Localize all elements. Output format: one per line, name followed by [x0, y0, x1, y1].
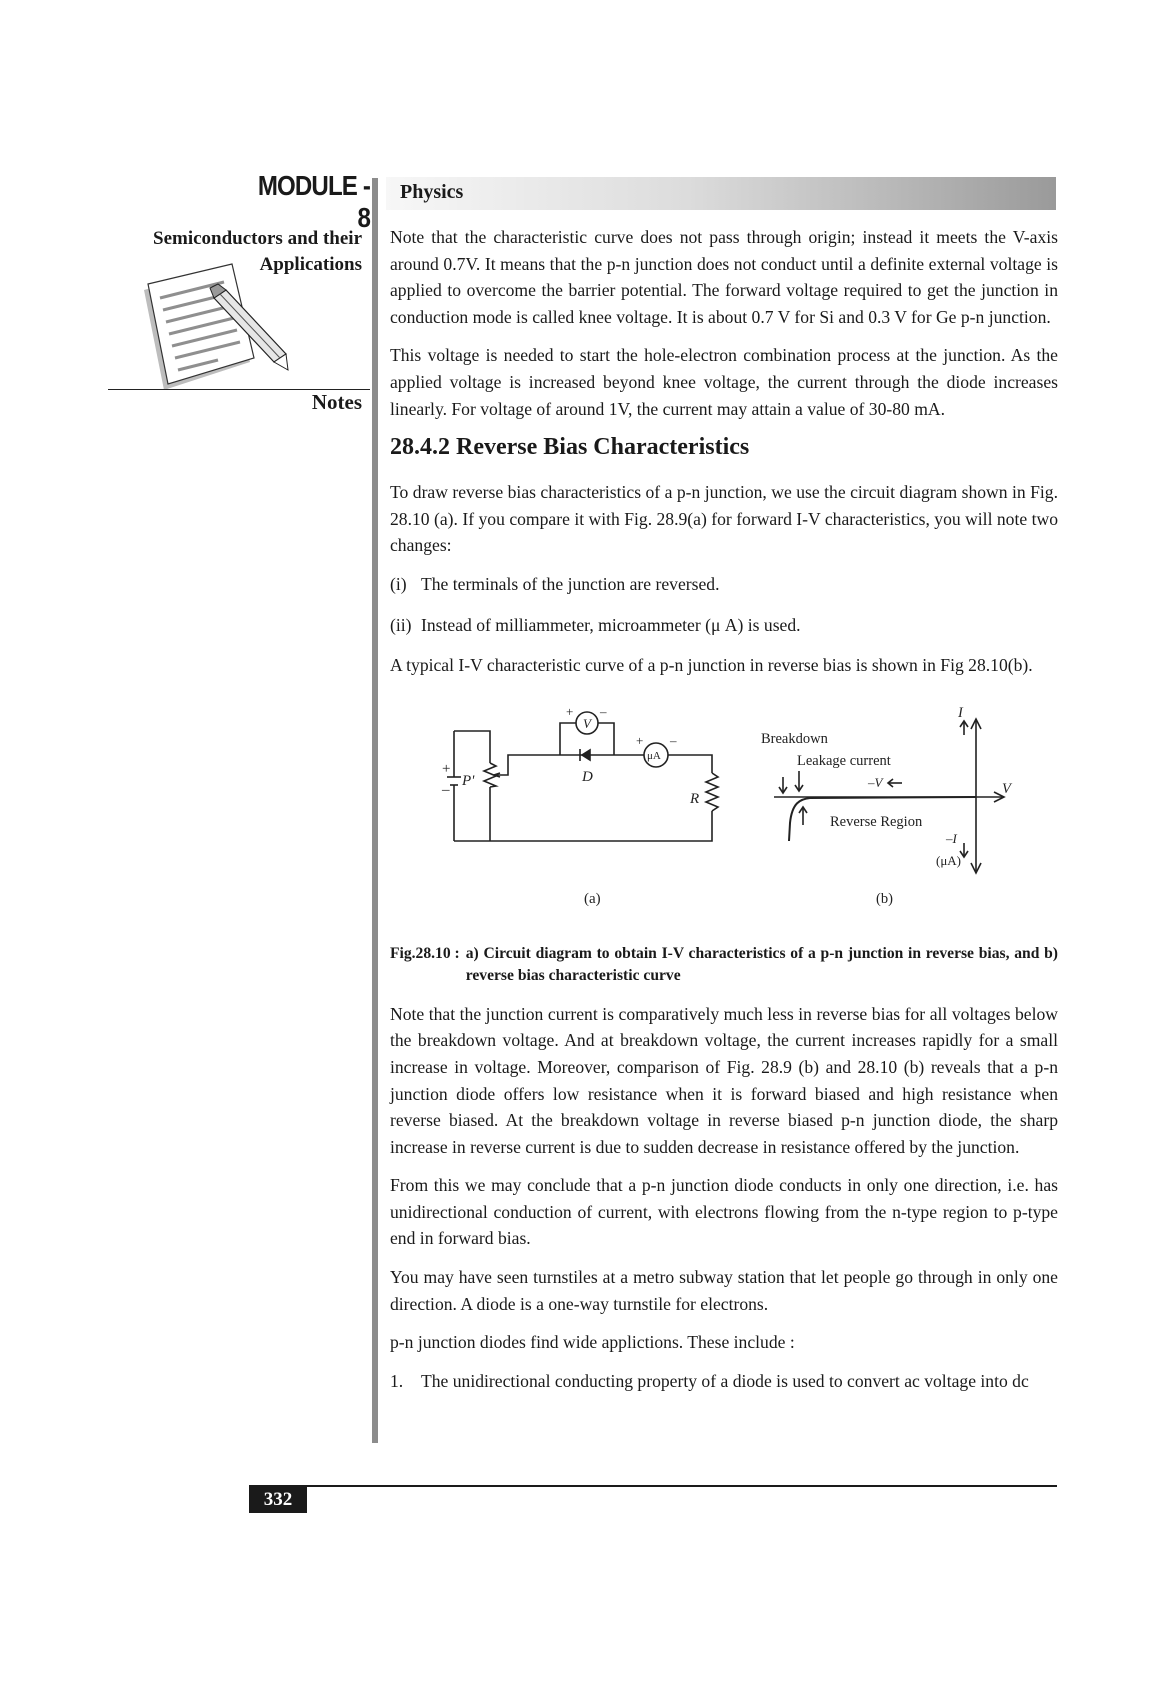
v-axis-label: V: [1002, 780, 1011, 797]
paragraph: To draw reverse bias characteristics of a p-n junction, we use the circuit diagram shown in Fig. 28.10 (a). If you compare it with Fig. 28.9(a) for forward I-V characteristics, you will note two changes:: [390, 482, 1058, 556]
breakdown-label: Breakdown: [761, 730, 828, 747]
resistor-icon: [706, 773, 718, 811]
ammeter-plus: +: [636, 732, 644, 748]
battery-minus: –: [442, 781, 450, 798]
figure-sublabel-b: (b): [876, 890, 893, 907]
main-content: [390, 224, 1058, 1408]
caption-text: a) Circuit diagram to obtain I-V characteristics of a p-n junction in reverse bias, and b) reverse bias characteristic curve: [465, 944, 1058, 984]
paragraph: Note that the characteristic curve does not pass through origin; instead it meets the V-axis around 0.7V. It means that the p-n junction does not conduct until a definite external voltage is applied to overcome the barrier potential. The forward voltage required to get the junction in conduction mode is called knee voltage. It is about 0.7 V for Si and 0.3 V for Ge p-n junction.: [390, 227, 1058, 327]
micro-a-label: (μA): [936, 852, 962, 868]
list-text: Instead of milliammeter, microammeter (μ A) is used.: [421, 614, 801, 635]
paragraph: A typical I-V characteristic curve of a p-n junction in reverse bias is shown in Fig 28.10(b).: [390, 655, 1033, 676]
section-heading: 28.4.2 Reverse Bias Characteristics: [390, 434, 750, 461]
voltmeter-minus: –: [600, 703, 607, 719]
ammeter-minus: –: [670, 732, 677, 748]
subject-header: [386, 177, 1056, 210]
neg-i-label: –I: [946, 830, 957, 846]
region-label: Reverse Region: [830, 813, 923, 830]
voltmeter-label: V: [583, 715, 591, 731]
pot-label: P': [462, 772, 475, 789]
notes-label: Notes: [311, 390, 362, 414]
neg-v-label: –V: [868, 774, 883, 790]
caption-label: Fig.28.10 :: [390, 944, 460, 962]
figure-diagram: [390, 693, 1058, 933]
figure-caption: [390, 943, 1058, 987]
page-number: 332: [249, 1486, 307, 1513]
resistor-label: R: [690, 790, 700, 807]
diode-icon: [582, 750, 590, 760]
subject-title: Physics: [400, 181, 464, 203]
list-number: (i): [390, 573, 407, 594]
leakage-label: Leakage current: [797, 752, 891, 769]
paragraph: This voltage is needed to start the hole-electron combination process at the junction. As the applied voltage is increased beyond knee voltage, the current through the diode increases linearly. For voltage of around 1V, the current may attain a value of 30-80 mA.: [390, 345, 1058, 419]
battery-plus: +: [442, 760, 451, 777]
figure-sublabel-a: (a): [584, 890, 601, 907]
margin-bar: [372, 178, 378, 1443]
list-item: [390, 612, 1058, 639]
paragraph: You may have seen turnstiles at a metro subway station that let people go through in only one direction. A diode is a one-way turnstile for electrons.: [390, 1267, 1058, 1314]
diode-label: D: [582, 768, 593, 785]
list-item: [390, 571, 1058, 598]
list-number: 1.: [390, 1370, 404, 1391]
ammeter-label: μA: [647, 749, 661, 762]
figure: [390, 693, 1058, 933]
list-item: [390, 1368, 1058, 1395]
voltmeter-plus: +: [566, 703, 574, 719]
module-subtitle: Semiconductors and their Applications: [153, 228, 362, 275]
footer-rule: [249, 1485, 1057, 1487]
paragraph: From this we may conclude that a p-n junction diode conducts in only one direction, i.e. has unidirectional conduction of current, with electrons flowing from the n-type region to p-type end in forward bias.: [390, 1175, 1058, 1249]
module-title: MODULE - 8: [257, 170, 370, 233]
paragraph: p-n junction diodes find wide applictions. These include :: [390, 1332, 795, 1353]
list-number: (ii): [390, 614, 412, 635]
i-axis-label: I: [958, 704, 963, 721]
list-text: The unidirectional conducting property of a diode is used to convert ac voltage into dc: [421, 1370, 1029, 1391]
paragraph: Note that the junction current is comparatively much less in reverse bias for all voltages below the breakdown voltage. And at breakdown voltage, the current increases rapidly for a small increase in voltage. Moreover, comparison of Fig. 28.9 (b) and 28.10 (b) reveals that a p-n junction diode offers low resistance when it is forward biased and high resistance when reverse biased. At the breakdown voltage in reverse biased p-n junction diode, the sharp increase in reverse current is due to sudden decrease in resistance offered by the junction.: [390, 1003, 1058, 1157]
list-text: The terminals of the junction are reversed.: [421, 573, 720, 594]
